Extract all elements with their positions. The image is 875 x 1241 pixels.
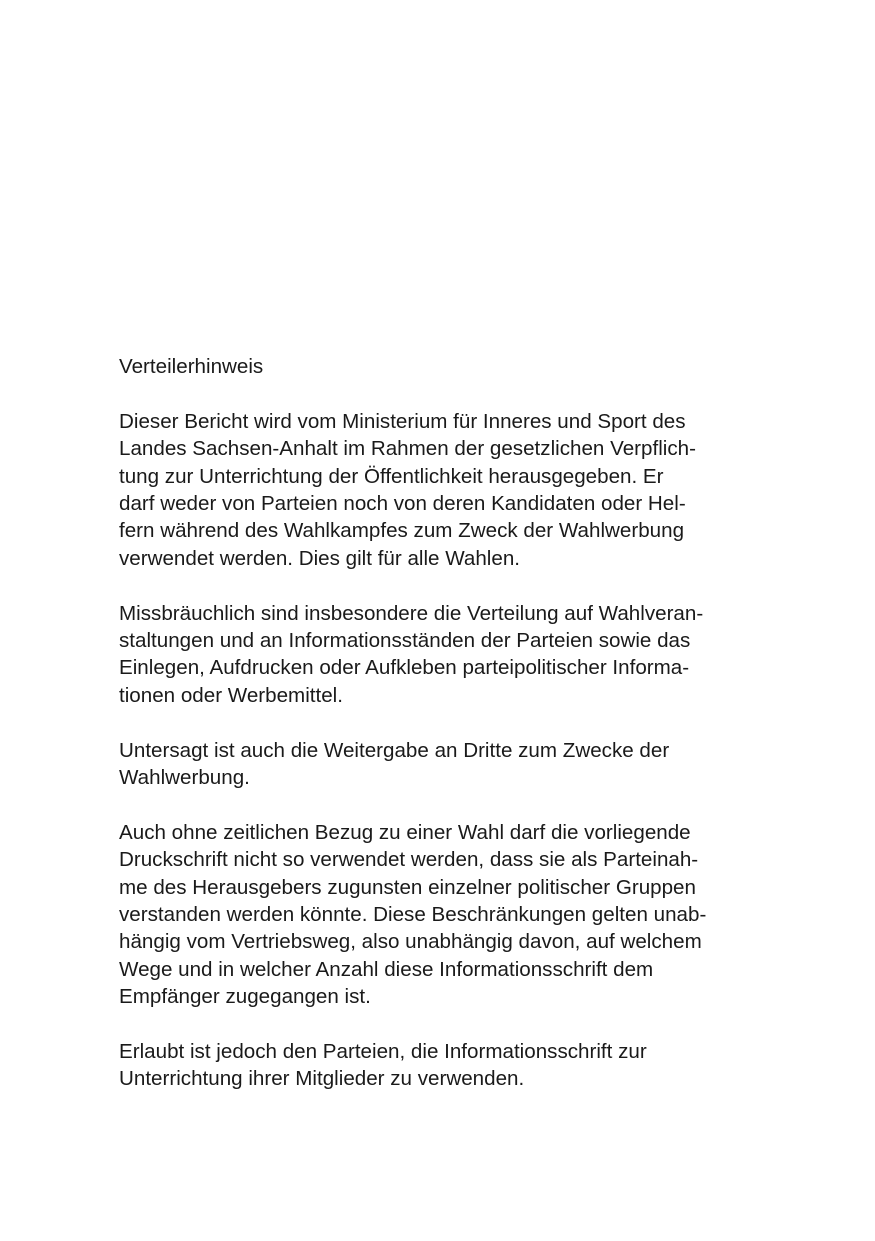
text-line: Wahlwerbung. [119, 766, 250, 790]
text-line: Untersagt ist auch die Weitergabe an Dritte zum Zwecke der [119, 738, 670, 762]
text-line: Unterrichtung ihrer Mitglieder zu verwenden. [119, 1067, 525, 1091]
paragraph-misuse [119, 600, 759, 710]
text-line: Auch ohne zeitlichen Bezug zu einer Wahl darf die vorliegende [119, 820, 691, 844]
paragraph-neutrality [119, 819, 759, 1011]
text-line: Landes Sachsen-Anhalt im Rahmen der gesetzlichen Verpflich- [119, 437, 696, 461]
text-line: Druckschrift nicht so verwendet werden, dass sie als Parteinah- [119, 848, 699, 872]
paragraph-third-parties [119, 737, 759, 792]
paragraph-usage-restriction [119, 408, 759, 572]
text-line: tionen oder Werbemittel. [119, 683, 343, 707]
notice-heading: Verteilerhinweis [119, 355, 264, 378]
text-line: Erlaubt ist jedoch den Parteien, die Informationsschrift zur [119, 1040, 647, 1064]
text-line: Wege und in welcher Anzahl diese Informationsschrift dem [119, 957, 654, 981]
text-line: Missbräuchlich sind insbesondere die Verteilung auf Wahlveran- [119, 601, 704, 625]
text-line: fern während des Wahlkampfes zum Zweck der Wahlwerbung [119, 519, 685, 543]
text-line: verstanden werden könnte. Diese Beschränkungen gelten unab- [119, 903, 707, 927]
text-line: Empfänger zugegangen ist. [119, 985, 371, 1009]
text-line: Einlegen, Aufdrucken oder Aufkleben parteipolitischer Informa- [119, 656, 690, 680]
distribution-notice [119, 353, 759, 1120]
paragraph-party-members [119, 1038, 759, 1093]
text-line: tung zur Unterrichtung der Öffentlichkeit herausgegeben. Er [119, 464, 664, 488]
text-line: darf weder von Parteien noch von deren Kandidaten oder Hel- [119, 492, 686, 516]
text-line: staltungen und an Informationsständen der Parteien sowie das [119, 629, 691, 653]
text-line: verwendet werden. Dies gilt für alle Wahlen. [119, 546, 521, 570]
text-line: hängig vom Vertriebsweg, also unabhängig davon, auf welchem [119, 930, 702, 954]
text-line: Dieser Bericht wird vom Ministerium für Inneres und Sport des [119, 409, 686, 433]
text-line: me des Herausgebers zugunsten einzelner politischer Gruppen [119, 875, 696, 899]
